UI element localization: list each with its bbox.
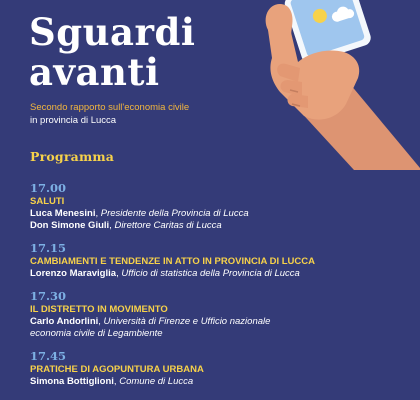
session-time: 17.30 <box>30 289 67 303</box>
session-agopuntura <box>30 350 400 388</box>
speaker-line: Don Simone Giuli, Direttore Caritas di Lucca <box>30 220 222 231</box>
session-title: IL DISTRETTO IN MOVIMENTO <box>30 304 168 315</box>
subtitle-line-2: in provincia di Lucca <box>30 115 117 126</box>
title-line-2: avanti <box>29 50 160 94</box>
session-distretto <box>30 290 400 340</box>
speaker-line: Luca Menesini, Presidente della Provincia di Lucca <box>30 208 249 219</box>
speaker-role-continued: economia civile di Legambiente <box>30 328 163 339</box>
session-saluti <box>30 182 400 232</box>
session-title: SALUTI <box>30 196 65 207</box>
speaker-name: Carlo Andorlini <box>30 316 99 327</box>
session-time: 17.15 <box>30 241 67 255</box>
speaker-role: Comune di Lucca <box>119 376 194 387</box>
session-time: 17.00 <box>30 181 67 195</box>
session-title: CAMBIAMENTI E TENDENZE IN ATTO IN PROVINCIA DI LUCCA <box>30 256 315 267</box>
speaker-role: Presidente della Provincia di Lucca <box>100 208 249 219</box>
session-cambiamenti <box>30 242 400 280</box>
session-title: PRATICHE DI AGOPUNTURA URBANA <box>30 364 204 375</box>
speaker-name: Luca Menesini <box>30 208 96 219</box>
speaker-name: Simona Bottiglioni <box>30 376 114 387</box>
subtitle-line-1: Secondo rapporto sull'economia civile <box>30 102 190 113</box>
title-line-1: Sguardi <box>29 10 196 54</box>
program-list <box>30 182 400 398</box>
speaker-name: Lorenzo Maraviglia <box>30 268 117 279</box>
hand-holding-phone-illustration <box>228 0 420 170</box>
speaker-role: Università di Firenze e Ufficio nazionale <box>103 316 271 327</box>
event-subtitle <box>30 101 189 127</box>
speaker-line: Carlo Andorlini, Università di Firenze e Ufficio nazionale <box>30 316 271 327</box>
speaker-line: Simona Bottiglioni, Comune di Lucca <box>30 376 194 387</box>
speaker-line-continued <box>30 328 400 340</box>
program-heading: Programma <box>30 149 115 164</box>
speaker-name: Don Simone Giuli <box>30 220 110 231</box>
session-time: 17.45 <box>30 349 67 363</box>
event-title <box>29 12 195 92</box>
speaker-role: Ufficio di statistica della Provincia di Lucca <box>121 268 300 279</box>
speaker-role: Direttore Caritas di Lucca <box>114 220 222 231</box>
speaker-line: Lorenzo Maraviglia, Ufficio di statistica della Provincia di Lucca <box>30 268 300 279</box>
